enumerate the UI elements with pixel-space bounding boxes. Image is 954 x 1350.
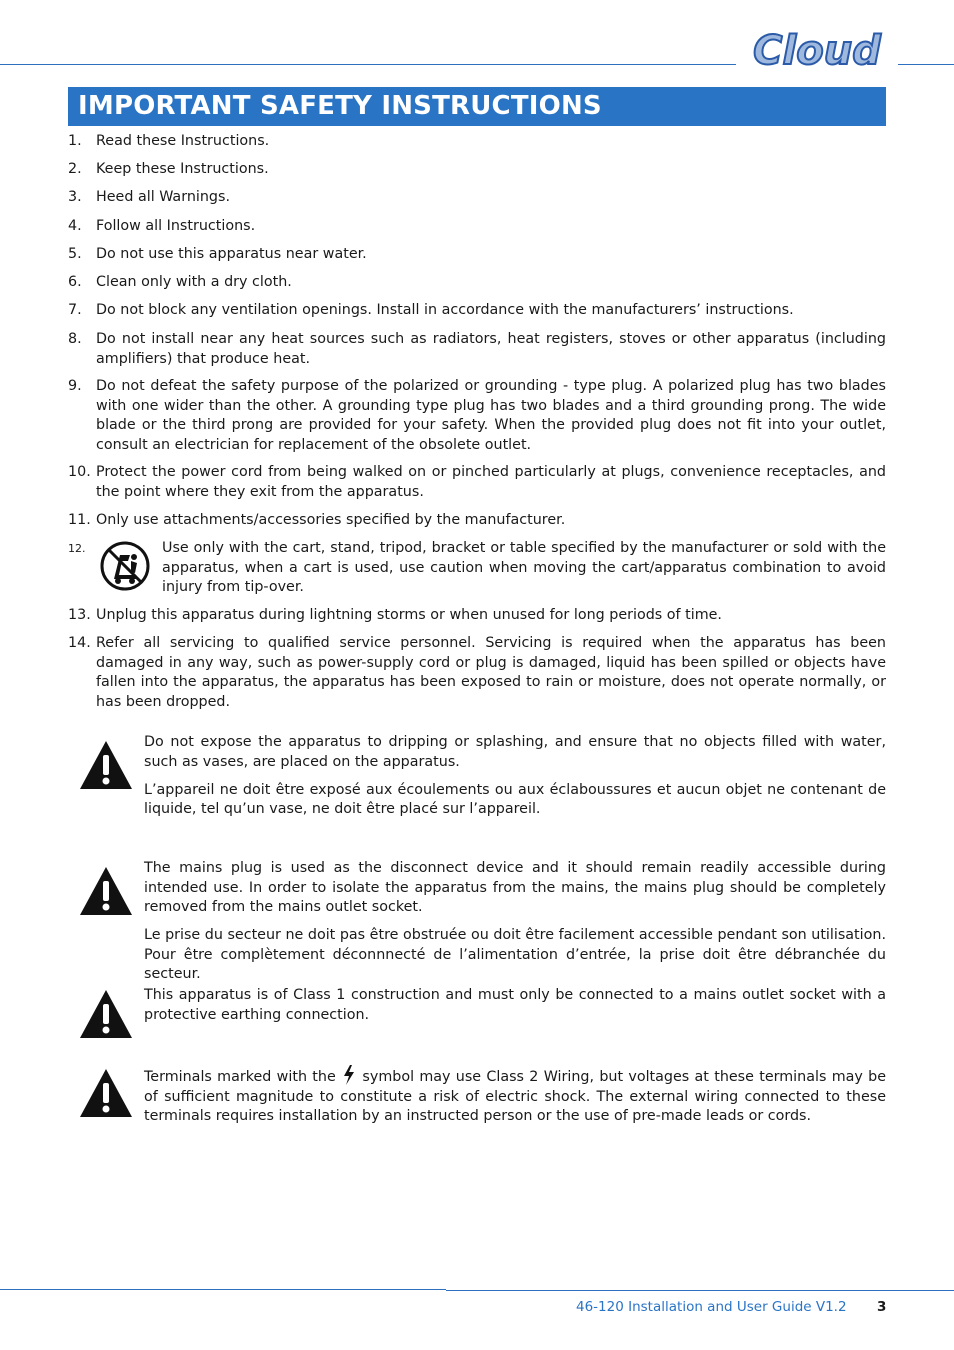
item-text: Do not use this apparatus near water.	[96, 246, 367, 262]
item-number: 9.	[68, 378, 82, 394]
list-item	[68, 606, 886, 626]
page-number: 3	[877, 1299, 887, 1315]
page-title: IMPORTANT SAFETY INSTRUCTIONS	[68, 87, 886, 126]
item-number: 10.	[68, 464, 91, 480]
list-item	[68, 634, 886, 712]
item-text: Clean only with a dry cloth.	[96, 274, 292, 290]
item-number: 12.	[68, 542, 86, 555]
footer-rule-right	[446, 1290, 954, 1291]
warning-text-fr: Le prise du secteur ne doit pas être obstruée ou doit être facilement accessible pendant son utilisation. Pour être complètement déconnnecté de l’alimentation d’entrée, la prise doit être débranchée du secteur.	[144, 927, 886, 982]
list-item	[68, 188, 886, 208]
warning-text-en: This apparatus is of Class 1 construction and must only be connected to a mains outlet socket with a protective earthing connection.	[144, 987, 886, 1023]
item-number: 1.	[68, 133, 82, 149]
warning-block	[78, 859, 886, 993]
cloud-logo	[748, 28, 886, 72]
header-rule-left	[0, 64, 736, 65]
list-item	[68, 273, 886, 293]
list-item	[68, 463, 886, 502]
svg-text:Cloud: Cloud	[753, 28, 881, 72]
list-item	[68, 160, 886, 180]
item-number: 5.	[68, 246, 82, 262]
item-number: 11.	[68, 512, 91, 528]
warning-text-fr: L’appareil ne doit être exposé aux écoulements ou aux éclaboussures et aucun objet ne contenant de liquide, tel qu’un vase, ne doit être placé sur l’appareil.	[144, 781, 886, 817]
list-item	[68, 539, 886, 598]
item-text: Keep these Instructions.	[96, 161, 269, 177]
item-text: Unplug this apparatus during lightning storms or when unused for long periods of time.	[96, 607, 722, 623]
list-item	[68, 245, 886, 265]
item-text: Heed all Warnings.	[96, 189, 230, 205]
item-text: Only use attachments/accessories specified by the manufacturer.	[96, 512, 566, 528]
item-text: Protect the power cord from being walked on or pinched particularly at plugs, convenience receptacles, and the point where they exit from the apparatus.	[96, 464, 886, 500]
item-number: 4.	[68, 218, 82, 234]
item-number: 8.	[68, 331, 82, 347]
warning-block	[78, 1065, 886, 1135]
warning-text-en: symbol may use Class 2 Wiring, but voltages at these terminals may be of sufficient magnitude to constitute a risk of electric shock. The external wiring connected to these terminals requires installation by an instructed person or the use of pre-made leads or cords.	[144, 1069, 887, 1124]
warning-triangle-icon	[78, 1067, 134, 1119]
list-item	[68, 330, 886, 369]
list-item	[68, 377, 886, 455]
item-text: Read these Instructions.	[96, 133, 270, 149]
footer-guide-title: 46-120 Installation and User Guide V1.2	[576, 1299, 847, 1315]
item-number: 2.	[68, 161, 82, 177]
cart-tip-over-icon	[100, 541, 150, 591]
warning-triangle-icon	[78, 865, 134, 917]
warning-block	[78, 733, 886, 828]
warning-block	[78, 986, 886, 1034]
list-item	[68, 511, 886, 531]
item-text: Do not block any ventilation openings. Install in accordance with the manufacturers’ instructions.	[96, 302, 794, 318]
item-number: 6.	[68, 274, 82, 290]
item-number: 7.	[68, 302, 82, 318]
list-item	[68, 132, 886, 152]
warning-triangle-icon	[78, 739, 134, 791]
item-text: Follow all Instructions.	[96, 218, 256, 234]
list-item	[68, 217, 886, 237]
warning-text-en: Terminals marked with the	[144, 1069, 336, 1085]
lightning-bolt-icon	[343, 1065, 355, 1085]
item-text: Use only with the cart, stand, tripod, bracket or table specified by the manufacturer or sold with the apparatus, when a cart is used, use caution when moving the cart/apparatus combination to avoid injury from tip-over.	[162, 540, 886, 595]
warning-text-en: Do not expose the apparatus to dripping or splashing, and ensure that no objects filled with water, such as vases, are placed on the apparatus.	[144, 734, 886, 770]
list-item	[68, 301, 886, 321]
warning-text-en: The mains plug is used as the disconnect device and it should remain readily accessible during intended use. In order to isolate the apparatus from the mains, the mains plug should be completely removed from the mains outlet socket.	[144, 860, 886, 915]
header-rule-right	[898, 64, 954, 65]
warning-triangle-icon	[78, 988, 134, 1040]
item-number: 3.	[68, 189, 82, 205]
item-text: Do not defeat the safety purpose of the polarized or grounding - type plug. A polarized plug has two blades with one wider than the other. A grounding type plug has two blades and a third grounding prong. The wide blade or the third prong are provided for your safety. When the provided plug does not fit into your outlet, consult an electrician for replacement of the obsolete outlet.	[96, 378, 886, 453]
item-text: Do not install near any heat sources such as radiators, heat registers, stoves or other apparatus (including amplifiers) that produce heat.	[96, 331, 886, 367]
item-text: Refer all servicing to qualified service personnel. Servicing is required when the apparatus has been damaged in any way, such as power-supply cord or plug is damaged, liquid has been spilled or objects have fallen into the apparatus, the apparatus has been exposed to rain or moisture, does not operate normally, or has been dropped.	[96, 635, 886, 710]
footer-rule-left	[0, 1289, 446, 1290]
item-number: 14.	[68, 635, 91, 651]
item-number: 13.	[68, 607, 91, 623]
